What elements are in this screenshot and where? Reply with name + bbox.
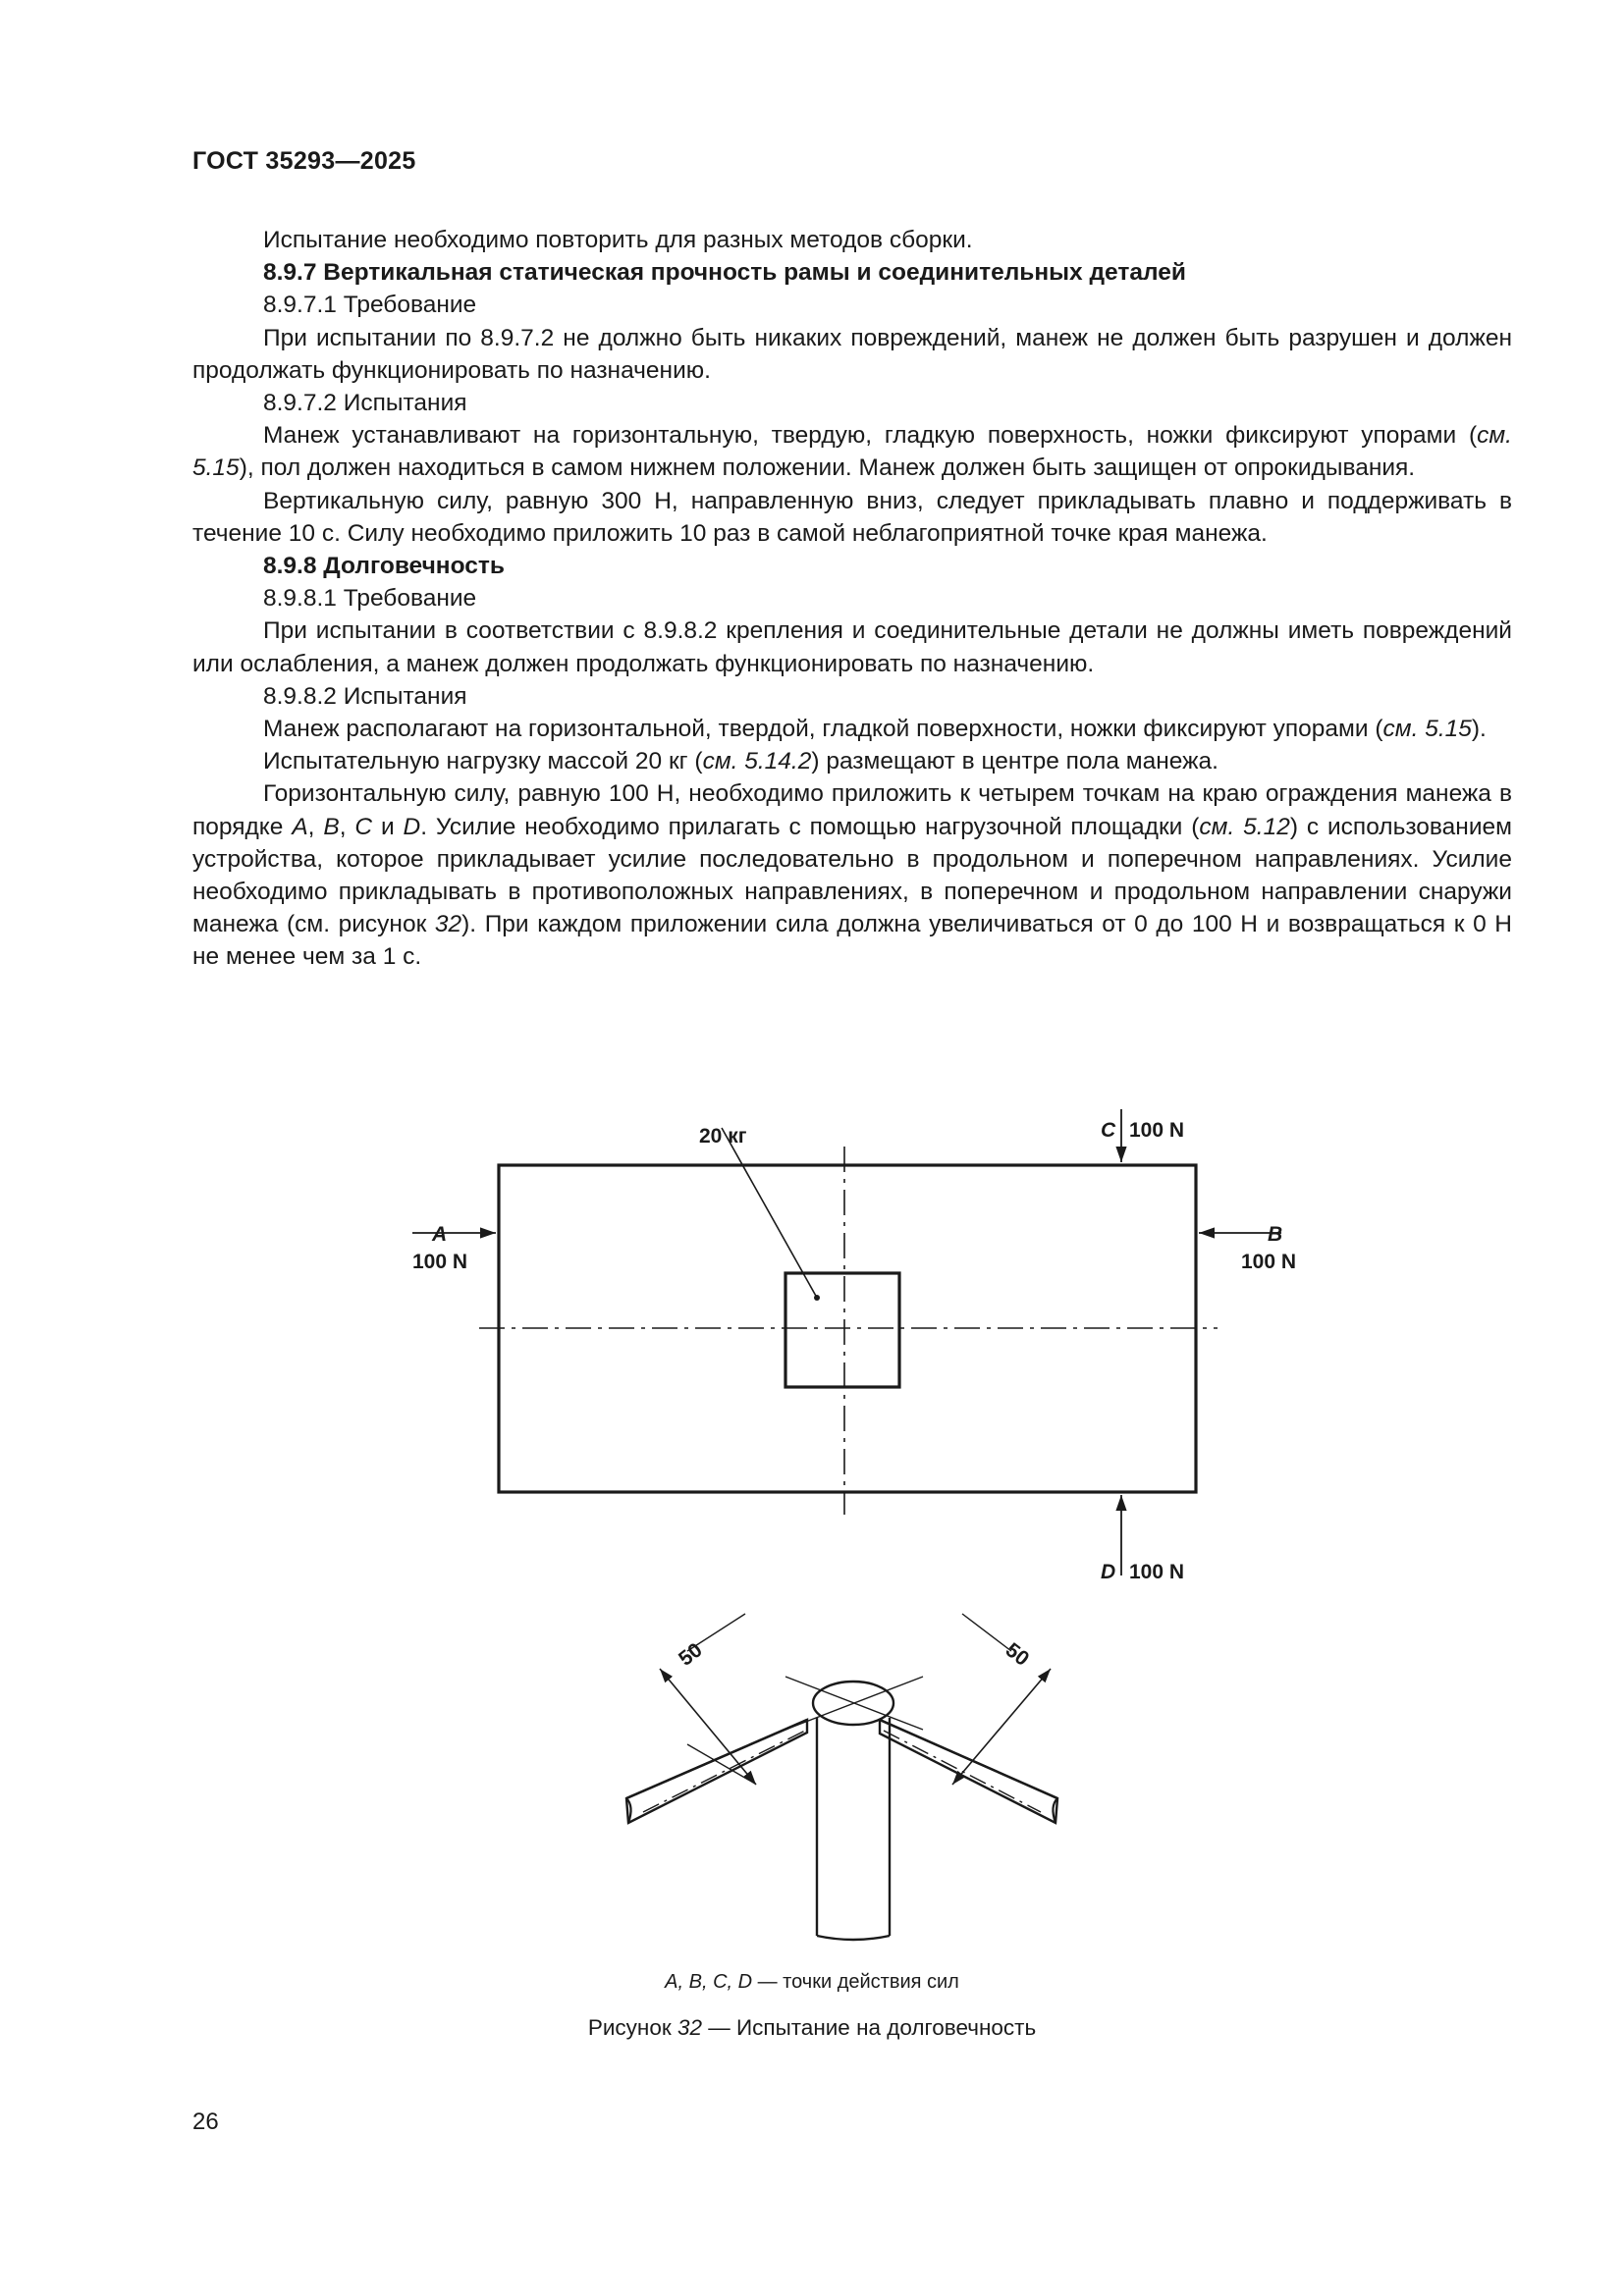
paragraph: При испытании по 8.9.7.2 не должно быть никаких повреждений, манеж не должен быть разрушен и должен продолжать функционировать по назначению. (192, 324, 1512, 384)
cross-reference: см. 5.12 (1199, 813, 1290, 840)
dim-left-label: 50 (675, 1638, 707, 1671)
figure-reference: 32 (434, 911, 462, 938)
caption-title: — Испытание на долговечность (701, 2015, 1037, 2040)
force-a-value: 100 N (412, 1251, 468, 1273)
subsection-heading: 8.9.7.1 Требование (263, 292, 477, 319)
text-run: ). (1471, 716, 1487, 743)
text-run: , (339, 813, 355, 840)
text-run: ) с использованием устройства, которое прикладывает усилие последовательно в продольном и поперечном направлениях. Усилие необходимо прикладывать в противоположных направлениях, в поперечном и продольном направлении снаружи манежа (см. рисунок (192, 813, 1512, 938)
paragraph: Испытание необходимо повторить для разных методов сборки. (263, 227, 973, 253)
force-b-value: 100 N (1241, 1251, 1297, 1273)
load-leader-line (722, 1128, 817, 1298)
caption-number: 32 (677, 2015, 702, 2040)
paragraph: Вертикальную силу, равную 300 Н, направленную вниз, следует прикладывать плавно и поддерживать в течение 10 с. Силу необходимо приложить 10 раз в самой неблагоприятной точке края манежа. (192, 487, 1512, 547)
subsection-heading: 8.9.8.2 Испытания (263, 682, 467, 710)
cross-reference: см. 5.14.2 (702, 748, 812, 775)
figure-drawing (0, 1041, 1624, 2061)
figure-legend (0, 1971, 1624, 1994)
text-run: и (372, 813, 404, 840)
subsection-heading: 8.9.7.2 Испытания (263, 390, 467, 417)
text-run: Испытательную нагрузку массой 20 кг ( (263, 748, 703, 775)
force-a-letter: A (432, 1223, 448, 1246)
figure-32 (0, 1041, 1624, 2061)
paragraph (192, 777, 1512, 973)
text-run: ) размещают в центре пола манежа. (811, 748, 1218, 775)
legend-letters: A, B, C, D (665, 1971, 753, 1993)
force-c-letter: C (1101, 1119, 1116, 1142)
paragraph (192, 713, 1512, 745)
text-run: Манеж располагают на горизонтальной, твердой, гладкой поверхности, ножки фиксируют упорами ( (263, 716, 1383, 743)
load-label: 20 кг (699, 1125, 747, 1148)
text-run: Горизонтальную силу, равную 100 Н, необходимо приложить к четырем точкам на краю ограждения манежа в порядке (192, 780, 1512, 840)
document-header: ГОСТ 35293—2025 (192, 147, 416, 175)
body-text (192, 224, 1512, 974)
force-c-value: 100 N (1129, 1119, 1185, 1142)
paragraph (192, 419, 1512, 484)
point-letter: B (323, 813, 340, 840)
page-number: 26 (192, 2109, 219, 2135)
point-letter: A (292, 813, 308, 840)
figure-caption (0, 2015, 1624, 2041)
load-center-dot (814, 1295, 820, 1301)
dim-right-line (952, 1669, 1051, 1785)
subsection-heading: 8.9.8.1 Требование (263, 585, 477, 613)
section-heading-8-9-8: 8.9.8 Долговечность (263, 553, 505, 580)
text-run: Манеж устанавливают на горизонтальную, твердую, гладкую поверхность, ножки фиксируют упорами ( (263, 422, 1478, 450)
text-run: ), пол должен находиться в самом нижнем положении. Манеж должен быть защищен от опрокидывания. (239, 454, 1416, 482)
text-run: . Усилие необходимо прилагать с помощью нагрузочной площадки ( (420, 813, 1200, 840)
point-letter: C (354, 813, 373, 840)
force-b-letter: B (1268, 1223, 1283, 1246)
section-heading-8-9-7: 8.9.7 Вертикальная статическая прочность рамы и соединительных деталей (263, 259, 1186, 287)
dim-right-ext1 (962, 1614, 1011, 1651)
text-run: , (307, 813, 324, 840)
caption-prefix: Рисунок (587, 2015, 677, 2040)
force-d-value: 100 N (1129, 1561, 1185, 1583)
cross-reference: см. 5.15 (192, 422, 1512, 482)
dim-right-label: 50 (1001, 1638, 1034, 1671)
paragraph (192, 745, 1512, 777)
point-letter: D (403, 813, 421, 840)
load-square (785, 1273, 899, 1387)
paragraph: При испытании в соответствии с 8.9.8.2 крепления и соединительные детали не должны иметь повреждений или ослабления, а манеж должен продолжать функционировать по назначению. (192, 617, 1512, 677)
force-d-letter: D (1101, 1561, 1116, 1583)
cross-reference: см. 5.15 (1382, 716, 1472, 743)
text-run: ). При каждом приложении сила должна увеличиваться от 0 до 100 Н и возвращаться к 0 Н не менее чем за 1 с. (192, 911, 1512, 971)
legend-text: — точки действия сил (752, 1971, 959, 1993)
